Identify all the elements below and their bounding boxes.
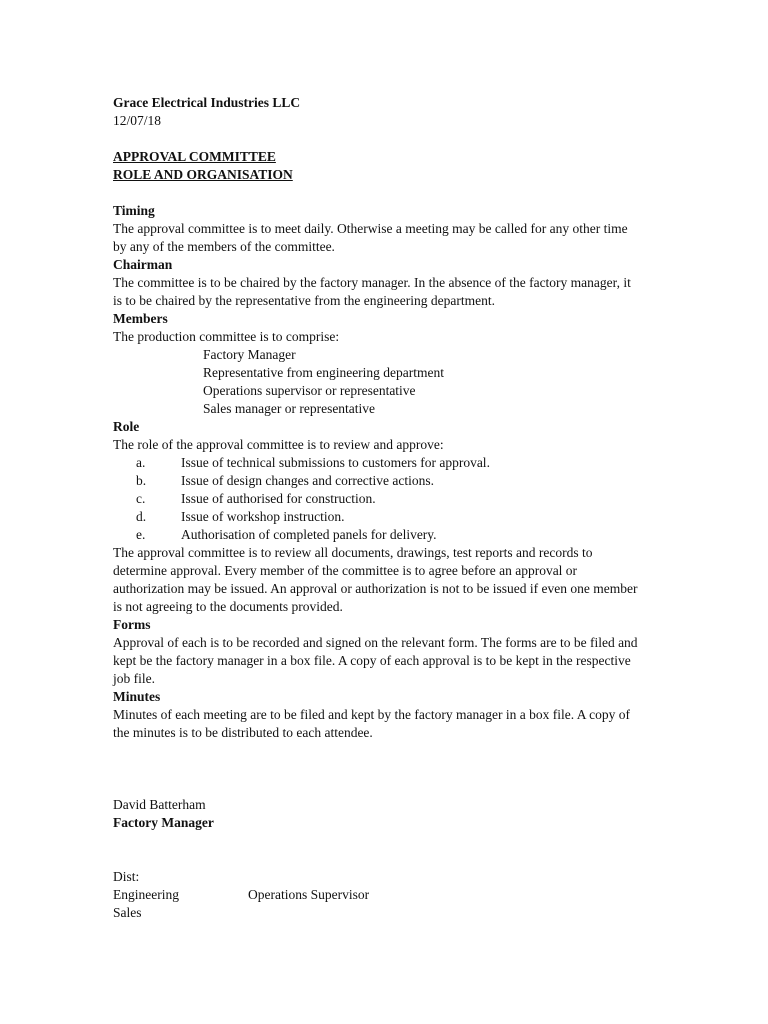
distribution-row xyxy=(113,886,643,904)
member-item: Sales manager or representative xyxy=(203,401,376,416)
forms-heading: Forms xyxy=(113,617,151,632)
list-item-text: Issue of design changes and corrective actions. xyxy=(181,473,435,488)
signatory-position: Factory Manager xyxy=(113,815,214,830)
role-intro: The role of the approval committee is to review and approve: xyxy=(113,437,444,452)
distribution-label: Dist: xyxy=(113,869,140,884)
list-item-text: Issue of authorised for construction. xyxy=(181,491,376,506)
document-title-line1: APPROVAL COMMITTEE xyxy=(113,149,276,164)
list-marker: c. xyxy=(136,491,146,506)
document-title-line2: ROLE AND ORGANISATION xyxy=(113,167,293,182)
forms-text: Approval of each is to be recorded and signed on the relevant form. The forms are to be filed and kept be the factory manager in a box file. A copy of each approval is to be kept in the respective job file. xyxy=(113,635,638,686)
list-item-text: Issue of technical submissions to customers for approval. xyxy=(181,455,490,470)
timing-heading: Timing xyxy=(113,203,155,218)
signatory-name: David Batterham xyxy=(113,797,206,812)
member-item: Representative from engineering department xyxy=(203,365,445,380)
distribution-row xyxy=(113,904,643,922)
list-item-text: Issue of workshop instruction. xyxy=(181,509,345,524)
role-list-item xyxy=(113,508,643,526)
members-intro: The production committee is to comprise: xyxy=(113,329,340,344)
distribution-entry: Operations Supervisor xyxy=(248,887,370,902)
role-list-item xyxy=(113,490,643,508)
list-marker: b. xyxy=(136,473,147,488)
list-marker: a. xyxy=(136,455,146,470)
role-heading: Role xyxy=(113,419,140,434)
role-list-item xyxy=(113,526,643,544)
list-marker: e. xyxy=(136,527,146,542)
member-item: Operations supervisor or representative xyxy=(203,383,416,398)
minutes-heading: Minutes xyxy=(113,689,161,704)
document-date: 12/07/18 xyxy=(113,113,162,128)
minutes-text: Minutes of each meeting are to be filed and kept by the factory manager in a box file. A copy of the minutes is to be distributed to each attendee. xyxy=(113,707,630,740)
role-list-item xyxy=(113,454,643,472)
list-item-text: Authorisation of completed panels for delivery. xyxy=(181,527,437,542)
company-name: Grace Electrical Industries LLC xyxy=(113,95,301,110)
timing-text: The approval committee is to meet daily. Otherwise a meeting may be called for any other time by any of the members of the committee. xyxy=(113,221,628,254)
members-heading: Members xyxy=(113,311,168,326)
distribution-entry: Engineering xyxy=(113,887,179,902)
chairman-heading: Chairman xyxy=(113,257,173,272)
role-list-item xyxy=(113,472,643,490)
member-item: Factory Manager xyxy=(203,347,296,362)
distribution-entry: Sales xyxy=(113,905,142,920)
chairman-text: The committee is to be chaired by the factory manager. In the absence of the factory manager, it is to be chaired by the representative from the engineering department. xyxy=(113,275,631,308)
role-after-text: The approval committee is to review all documents, drawings, test reports and records to determine approval. Every member of the committee is to agree before an approval or authorization may be issued. An approval or authorization is not to be issued if even one member is not agreeing to the documents provided. xyxy=(113,545,638,614)
list-marker: d. xyxy=(136,509,147,524)
role-list xyxy=(113,454,643,544)
document-page xyxy=(113,94,643,922)
